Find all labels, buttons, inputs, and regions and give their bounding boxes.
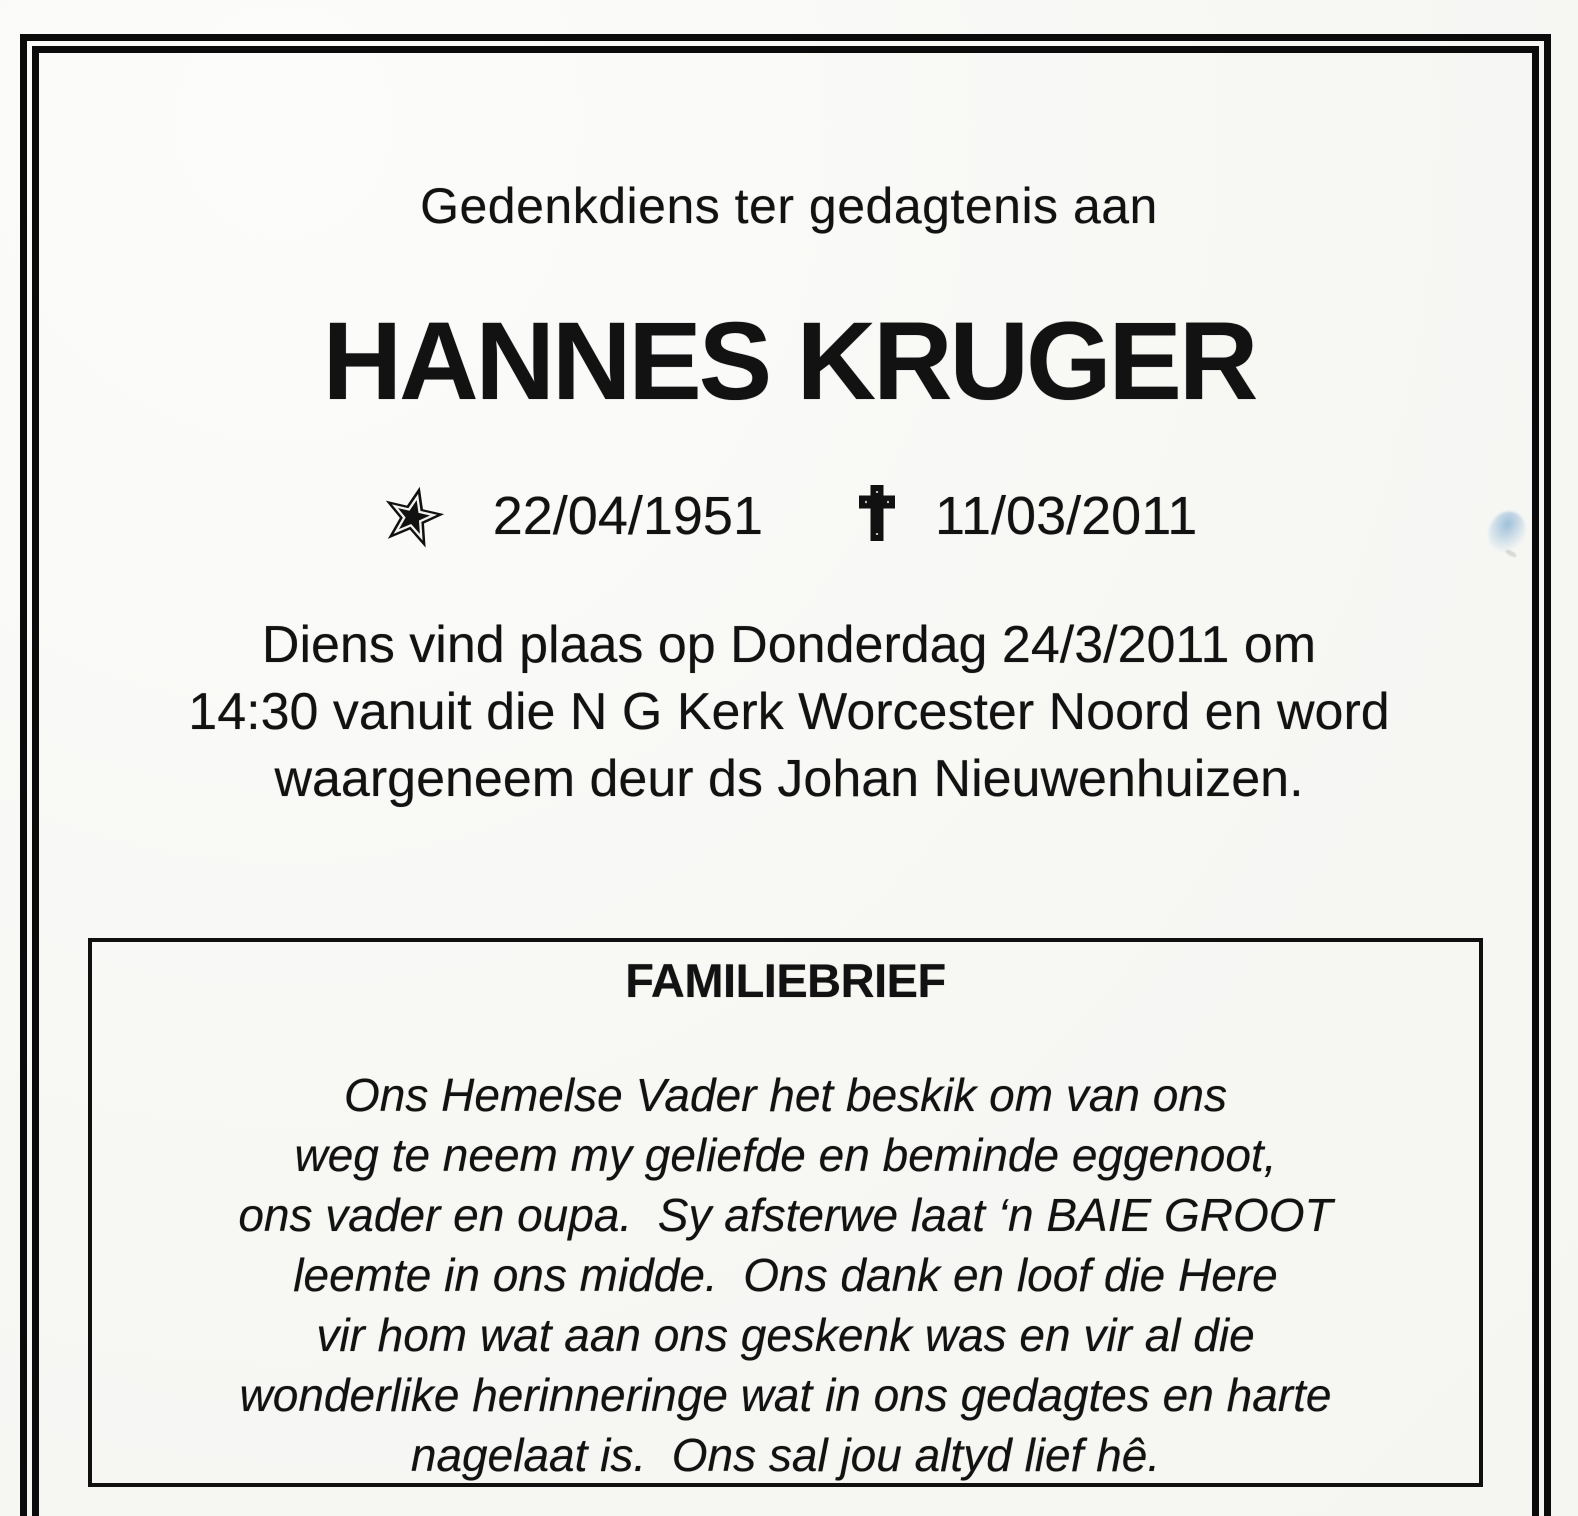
birth-date: 22/04/1951 [492,486,763,546]
service-line: waargeneem deur ds Johan Nieuwenhuizen. [274,750,1304,808]
death-date: 11/03/2011 [935,486,1198,546]
intro-line: Gedenkdiens ter gedagtenis aan [420,178,1158,234]
service-line: Diens vind plaas op Donderdag 24/3/2011 om [261,616,1317,674]
latin-cross-icon [859,485,895,541]
life-dates-row [0,478,1578,554]
letter-line: nagelaat is. Ons sal jou altyd lief hê. [410,1429,1161,1481]
letter-line: wonderlike herinneringe wat in ons gedagtes en harte [239,1369,1332,1421]
family-letter-title: FAMILIEBRIEF [625,954,946,1007]
family-letter-box [88,938,1483,1487]
service-line: 14:30 vanuit die N G Kerk Worcester Noord en word [188,683,1390,741]
letter-line: weg te neem my geliefde en beminde eggenoot, [294,1129,1277,1181]
deceased-name: HANNES KRUGER [322,300,1256,423]
star-icon [374,478,451,555]
service-details [0,612,1578,813]
letter-line: Ons Hemelse Vader het beskik om van ons [344,1069,1227,1121]
letter-line: leemte in ons midde. Ons dank en loof die Here [293,1249,1278,1301]
family-letter-text [92,1065,1479,1485]
letter-line: ons vader en oupa. Sy afsterwe laat ‘n BAIE GROOT [238,1189,1333,1241]
letter-line: vir hom wat aan ons geskenk was en vir al die [316,1309,1255,1361]
